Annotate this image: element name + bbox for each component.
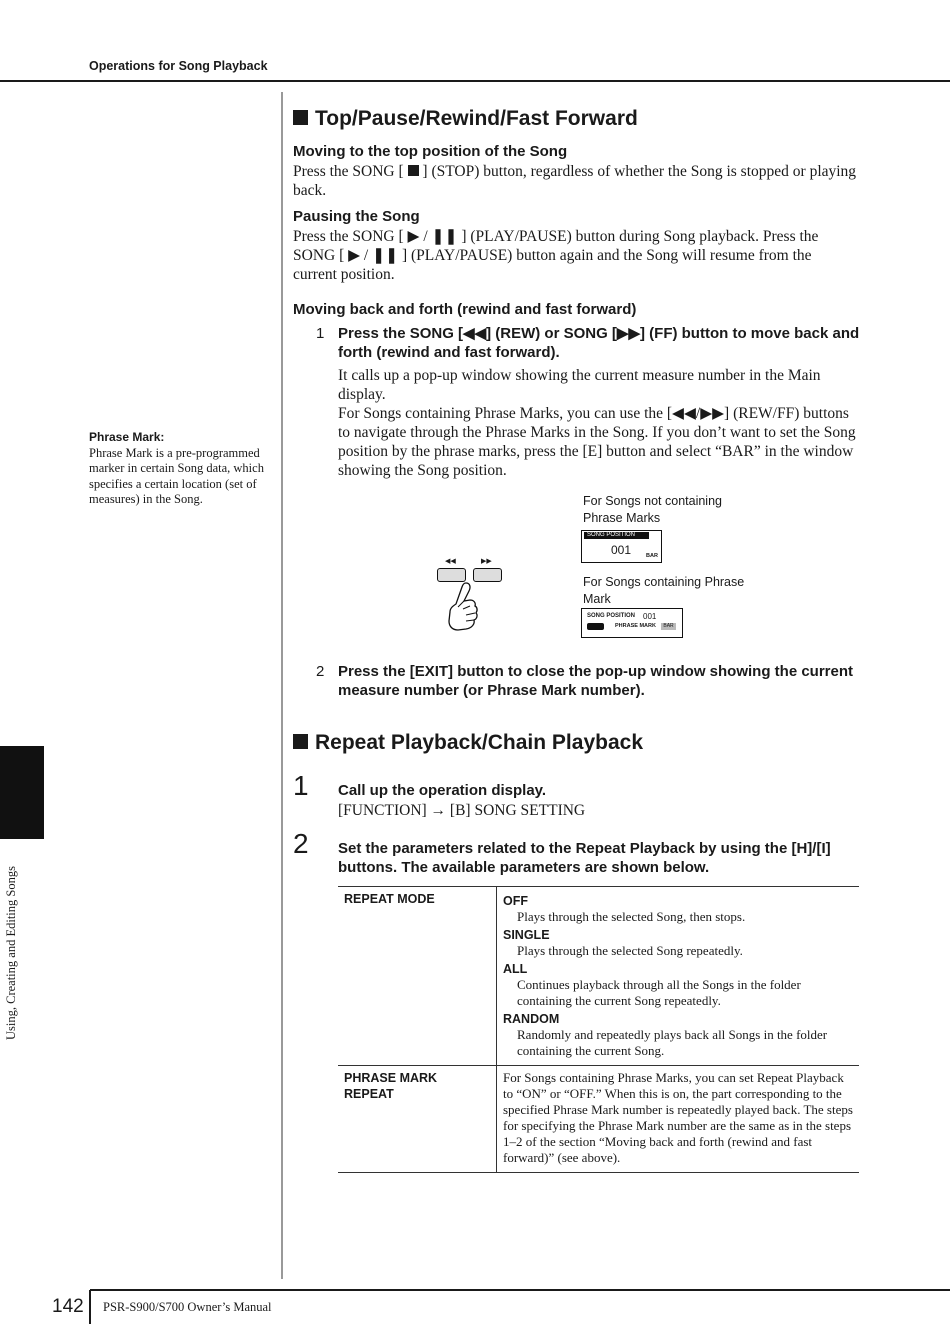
lcd-title: SONG POSITION — [587, 613, 636, 619]
lcd-bar-button: BAR — [661, 623, 676, 630]
lcd-unit: BAR — [646, 553, 658, 559]
step-number: 1 — [293, 770, 309, 801]
step-instruction: Press the [EXIT] button to close the pop-up window showing the current measure number (or Phrase Mark number). — [338, 663, 854, 699]
lcd-phrase-label: PHRASE MARK — [615, 623, 656, 629]
option-label: RANDOM — [503, 1012, 560, 1026]
step-instruction: Set the parameters related to the Repeat Playback by using the [H]/[I] buttons. The available parameters are shown below. — [338, 840, 831, 876]
section-title-repeat: Repeat Playback/Chain Playback — [293, 731, 643, 755]
subhead-top-position: Moving to the top position of the Song — [293, 143, 568, 160]
arrow-buttons-icon — [587, 623, 604, 630]
square-bullet-icon — [293, 734, 308, 749]
column-divider — [281, 92, 283, 1279]
lcd-song-position-bar — [581, 530, 662, 563]
rew-ff-buttons-figure — [436, 557, 506, 637]
footer-divider — [89, 1290, 91, 1324]
footer-rule — [90, 1289, 950, 1291]
param-options — [497, 887, 860, 1066]
pressing-hand-icon — [444, 579, 484, 635]
option-label: ALL — [503, 962, 528, 976]
option-label: OFF — [503, 894, 528, 908]
subhead-pausing: Pausing the Song — [293, 208, 420, 225]
param-name: PHRASE MARK REPEAT — [338, 1066, 497, 1173]
step-text: It calls up a pop-up window showing the current measure number in the Main display. — [338, 367, 821, 403]
step-instruction: Press the SONG [◀◀] (REW) or SONG [▶▶] (FF) button to move back and forth (rewind and fast forward). — [338, 325, 860, 361]
param-desc: For Songs containing Phrase Marks, you can set Repeat Playback to “ON” or “OFF.” When this is on, the part corresponding to the specified Phrase Mark number is repeatedly played back. The steps for specifying the Phrase Mark number are the same as in the steps 1–2 of the section “Moving back and forth (rewind and fast forward)” (see above). — [503, 1070, 853, 1165]
step-number: 1 — [316, 325, 325, 342]
lcd-value: 001 — [643, 612, 657, 621]
page-number: 142 — [52, 1296, 84, 1317]
caption-no-phrase-marks: For Songs not containing Phrase Marks — [583, 494, 722, 525]
note-title: Phrase Mark: — [89, 430, 165, 444]
note-text: Phrase Mark is a pre-programmed marker in certain Song data, which specifies a certain location (set of measures) in the Song. — [89, 445, 264, 506]
lcd-title: SONG POSITION — [584, 532, 649, 539]
lcd-value: 001 — [611, 543, 632, 557]
subhead-rewind-ff: Moving back and forth (rewind and fast forward) — [293, 301, 637, 318]
option-label: SINGLE — [503, 928, 550, 942]
caption-with-phrase-mark: For Songs containing Phrase Mark — [583, 575, 745, 606]
table-row — [338, 1066, 859, 1173]
ff-label: ▶▶ — [481, 558, 492, 565]
option-desc: Plays through the selected Song repeatedly. — [517, 943, 743, 958]
step-instruction: Call up the operation display. — [338, 782, 547, 799]
chapter-tab-label: Using, Creating and Editing Songs — [4, 866, 18, 1040]
menu-path: [FUNCTION] → [B] SONG SETTING — [338, 802, 586, 819]
option-desc: Plays through the selected Song, then stops. — [517, 909, 746, 924]
step-text: For Songs containing Phrase Marks, you can use the [◀◀/▶▶] (REW/FF) buttons to navigate through the Phrase Marks in the Song. If you don’t want to set the Song position by the phrase marks, press the [E] button and select “BAR” in the window showing the Song position. — [338, 405, 856, 479]
step-number: 2 — [316, 663, 325, 680]
option-desc: Continues playback through all the Songs in the folder containing the current Song repeatedly. — [517, 977, 801, 1008]
step-number: 2 — [293, 828, 309, 859]
square-bullet-icon — [293, 110, 308, 125]
manual-title: PSR-S900/S700 Owner’s Manual — [103, 1300, 272, 1314]
text-top-position: Press the SONG [ ] (STOP) button, regardless of whether the Song is stopped or playing back. — [293, 163, 857, 199]
chapter-tab — [0, 746, 44, 839]
running-head: Operations for Song Playback — [89, 59, 268, 73]
section-title-top-pause: Top/Pause/Rewind/Fast Forward — [293, 107, 638, 131]
stop-icon — [408, 165, 419, 176]
phrase-mark-note — [89, 430, 274, 508]
option-desc: Randomly and repeatedly plays back all Songs in the folder containing the current Song. — [517, 1027, 828, 1058]
lcd-song-position-phrase — [581, 608, 683, 638]
rew-label: ◀◀ — [445, 558, 456, 565]
text-pausing: Press the SONG [ ▶ / ❚❚ ] (PLAY/PAUSE) button during Song playback. Press the SONG [ ▶ / ❚❚ ] (PLAY/PAUSE) button again and the Song will resume from the current position. — [293, 228, 819, 283]
parameters-table — [338, 886, 859, 1173]
table-row — [338, 887, 859, 1066]
header-rule — [0, 80, 950, 82]
param-name: REPEAT MODE — [338, 887, 497, 1066]
